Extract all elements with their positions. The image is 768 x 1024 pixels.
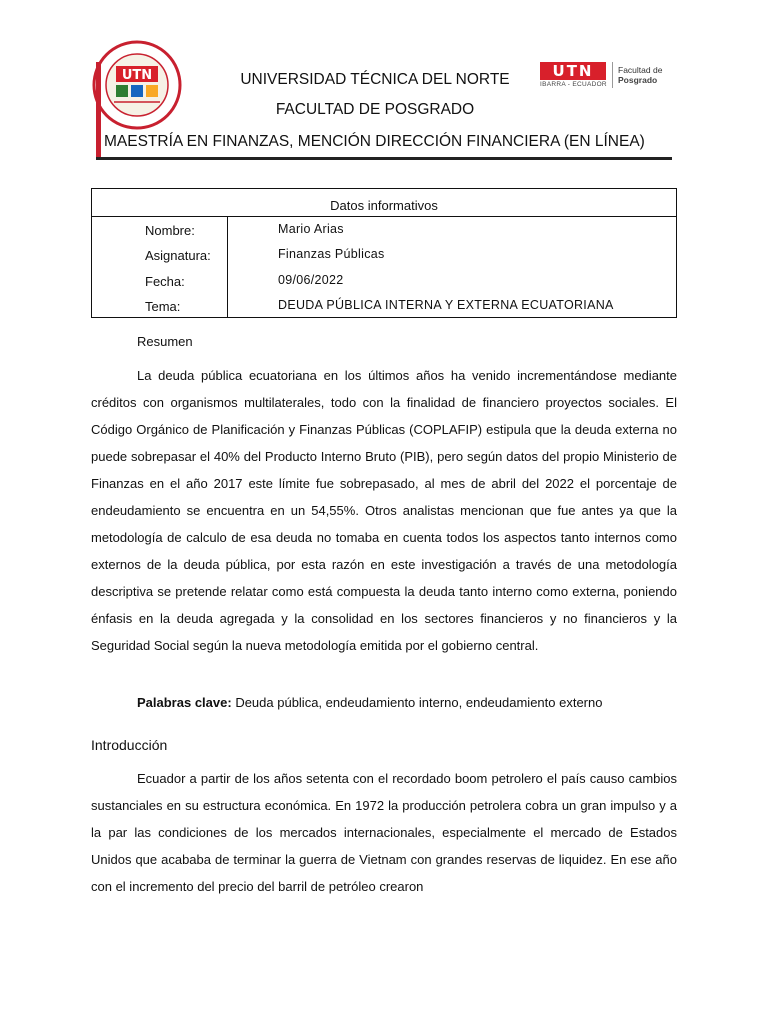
- keywords-label: Palabras clave:: [137, 695, 232, 710]
- resumen-heading: Resumen: [137, 334, 193, 349]
- faculty-logo: [540, 62, 680, 92]
- row-value-topic: DEUDA PÚBLICA INTERNA Y EXTERNA ECUATORIANA: [278, 298, 614, 312]
- table-row: [92, 242, 676, 267]
- row-value-subject: Finanzas Públicas: [278, 247, 385, 261]
- utn-logo-text: UTN: [540, 62, 606, 80]
- seal-center-text: UTN: [121, 68, 153, 83]
- logo-faculty-line1: Facultad de: [618, 65, 663, 75]
- university-seal-logo: [92, 40, 182, 130]
- utn-location: IBARRA - ECUADOR: [540, 81, 607, 88]
- keywords-line: [137, 695, 602, 710]
- logo-faculty-line2: Posgrado: [618, 75, 658, 85]
- table-row: [92, 293, 676, 318]
- introduccion-paragraph: Ecuador a partir de los años setenta con el recordado boom petrolero el país causo cambios sustanciales en su estructura económica. En 1972 la producción petrolera cobra un gran impulso y a la par las condiciones de los mercados internacionales, especialmente el mercado de Estados Unidos que acababa de terminar la guerra de Vietnam con grandes reservas de liquidez. En ese año con el incremento del precio del barril de petróleo crearon: [91, 771, 677, 894]
- row-label-name: Nombre:: [145, 223, 195, 238]
- introduccion-heading: Introducción: [91, 737, 168, 753]
- table-row: [92, 217, 676, 242]
- keywords-text: Deuda pública, endeudamiento interno, endeudamiento externo: [235, 695, 603, 710]
- header-red-bar: [96, 62, 101, 158]
- resumen-paragraph: La deuda pública ecuatoriana en los últimos años ha venido incrementándose mediante créditos con organismos multilaterales, todo con la finalidad de financiero proyectos sociales. El Código Orgánico de Planificación y Finanzas Públicas (COPLAFIP) estipula que la deuda externa no puede sobrepasar el 40% del Producto Interno Bruto (PIB), pero según datos del propio Ministerio de Finanzas en el año 2017 este límite fue sobrepasado, al mes de abril del 2022 el porcentaje de endeudamiento se encuentra en un 54,55%. Otros analistas mencionan que fue antes ya que la metodología de calculo de esa deuda no tomaba en cuenta todos los aspectos tanto internos como externos de la deuda pública, por esta razón en este investigación a través de una metodología descriptiva se pretende relatar como está compuesta la deuda tanto interno como externa, poniendo énfasis en la deuda agregada y la consolidad en los sectores financieros y no financieros y la Seguridad Social según la nueva metodología emitida por el gobierno central.: [91, 368, 677, 653]
- row-label-date: Fecha:: [145, 274, 185, 289]
- table-row: [92, 268, 676, 293]
- row-label-topic: Tema:: [145, 299, 181, 314]
- info-table: [91, 188, 677, 318]
- info-table-title: Datos informativos: [92, 189, 676, 217]
- logo-divider: [612, 62, 613, 88]
- program-title: MAESTRÍA EN FINANZAS, MENCIÓN DIRECCIÓN FINANCIERA (EN LÍNEA): [104, 133, 645, 150]
- header-divider: [96, 157, 672, 160]
- row-value-date: 09/06/2022: [278, 273, 344, 287]
- faculty-title: FACULTAD DE POSGRADO: [275, 101, 475, 118]
- row-value-name: Mario Arias: [278, 222, 344, 236]
- row-label-subject: Asignatura:: [145, 248, 211, 263]
- university-title: UNIVERSIDAD TÉCNICA DEL NORTE: [240, 71, 510, 88]
